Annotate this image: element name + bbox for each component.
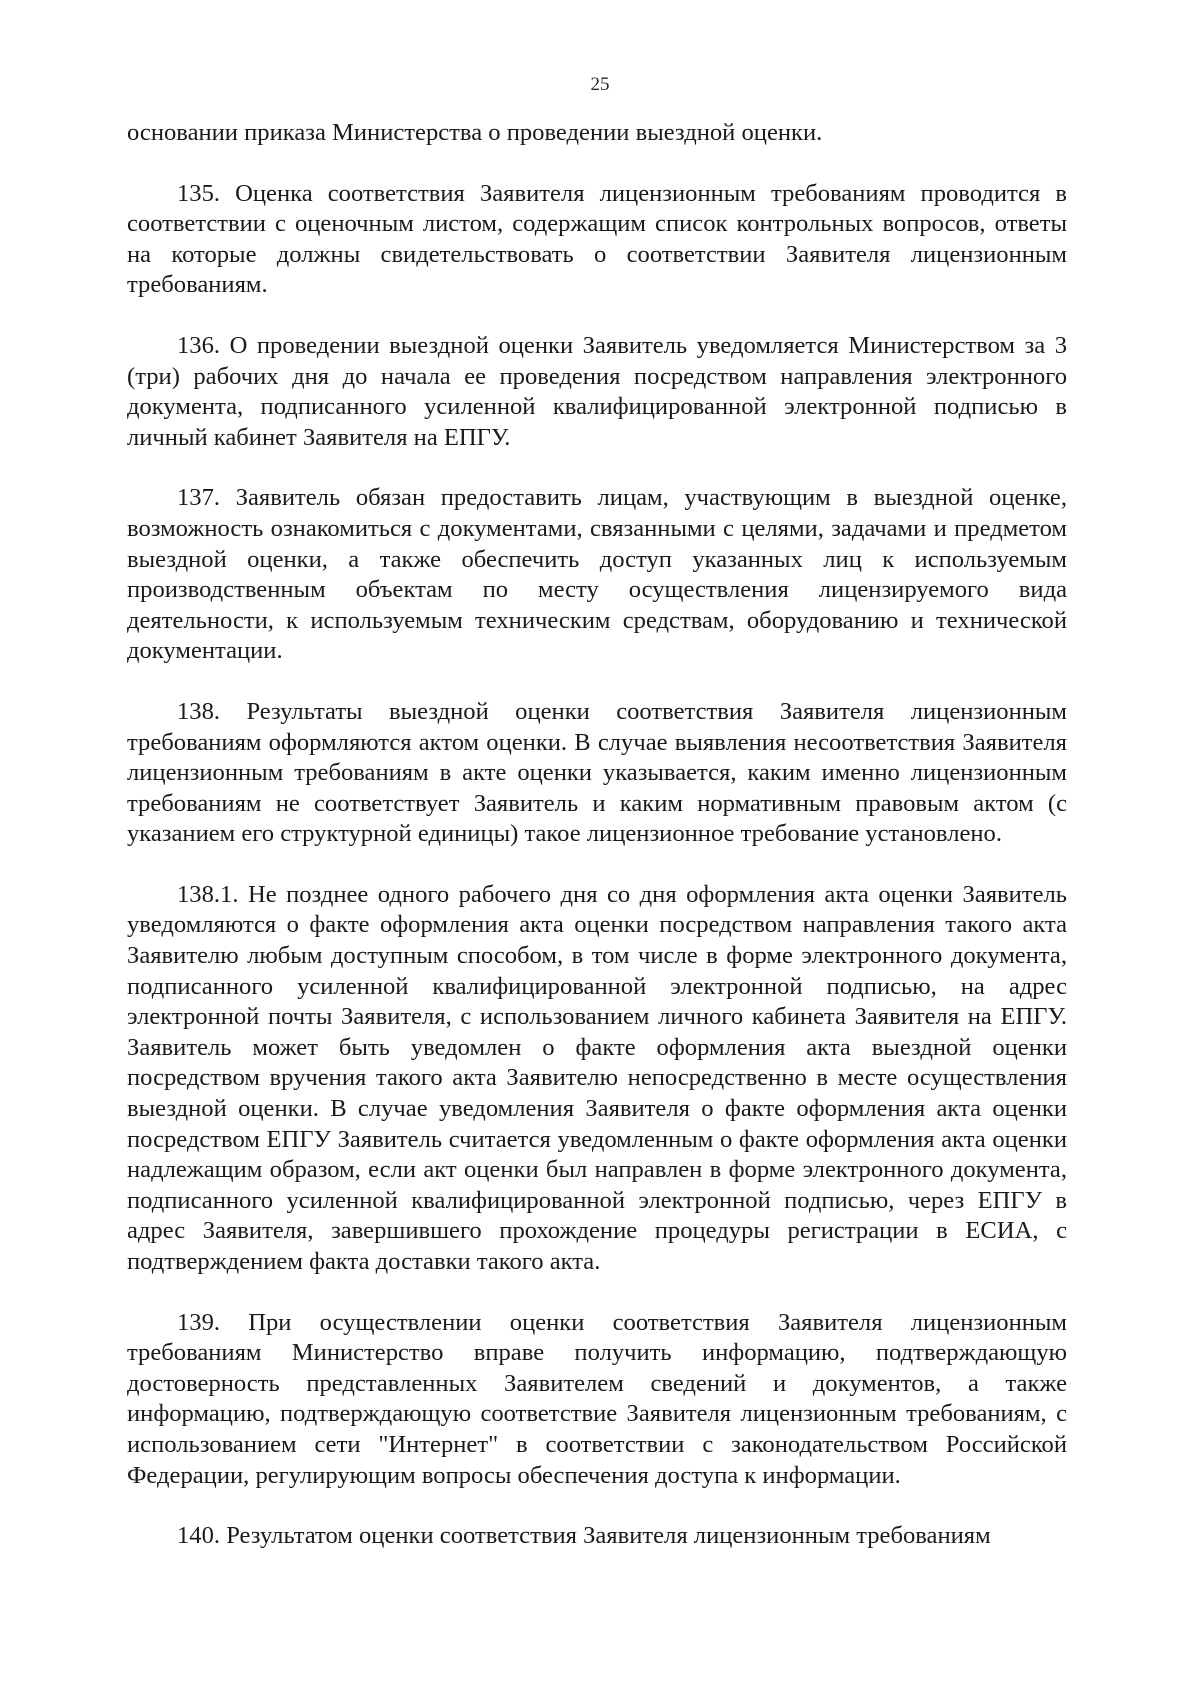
document-body <box>127 118 1067 1582</box>
page-number: 25 <box>590 74 610 95</box>
paragraph-140: 140. Результатом оценки соответствия Заявителя лицензионным требованиям <box>177 1522 991 1550</box>
paragraph-138-1: 138.1. Не позднее одного рабочего дня со дня оформления акта оценки Заявитель уведомляются о факте оформления акта оценки посредством направления такого акта Заявителю любым доступным способом, в том числе в форме электронного документа, подписанного усиленной квалифицированной электронной подписью, на адрес электронной почты Заявителя, с использованием личного кабинета Заявителя на ЕПГУ. Заявитель может быть уведомлен о факте оформления акта выездной оценки посредством вручения такого акта Заявителю непосредственно в месте осуществления выездной оценки. В случае уведомления Заявителя о факте оформления акта оценки посредством ЕПГУ Заявитель считается уведомленным о факте оформления акта оценки надлежащим образом, если акт оценки был направлен в форме электронного документа, подписанного усиленной квалифицированной электронной подписью, через ЕПГУ в адрес Заявителя, завершившего прохождение процедуры регистрации в ЕСИА, с подтверждением факта доставки такого акта. <box>127 880 1067 1275</box>
paragraph-139: 139. При осуществлении оценки соответствия Заявителя лицензионным требованиям Министерство вправе получить информацию, подтверждающую достоверность представленных Заявителем сведений и документов, а также информацию, подтверждающую соответствие Заявителя лицензионным требованиям, с использованием сети "Интернет" в соответствии с законодательством Российской Федерации, регулирующим вопросы обеспечения доступа к информации. <box>127 1308 1067 1489</box>
paragraph-135: 135. Оценка соответствия Заявителя лицензионным требованиям проводится в соответствии с оценочным листом, содержащим список контрольных вопросов, ответы на которые должны свидетельствовать о соответствии Заявителя лицензионным требованиям. <box>127 179 1067 299</box>
paragraph-continuation: основании приказа Министерства о проведении выездной оценки. <box>127 119 823 146</box>
paragraph-137: 137. Заявитель обязан предоставить лицам, участвующим в выездной оценке, возможность ознакомиться с документами, связанными с целями, задачами и предметом выездной оценки, а также обеспечить доступ указанных лиц к используемым производственным объектам по месту осуществления лицензируемого вида деятельности, к используемым техническим средствам, оборудованию и технической документации. <box>127 484 1067 665</box>
paragraph-138: 138. Результаты выездной оценки соответствия Заявителя лицензионным требованиям оформляются актом оценки. В случае выявления несоответствия Заявителя лицензионным требованиям в акте оценки указывается, каким именно лицензионным требованиям не соответствует Заявитель и каким нормативным правовым актом (с указанием его структурной единицы) такое лицензионное требование установлено. <box>127 697 1067 848</box>
paragraph-136: 136. О проведении выездной оценки Заявитель уведомляется Министерством за 3 (три) рабочих дня до начала ее проведения посредством направления электронного документа, подписанного усиленной квалифицированной электронной подписью в личный кабинет Заявителя на ЕПГУ. <box>127 331 1067 451</box>
